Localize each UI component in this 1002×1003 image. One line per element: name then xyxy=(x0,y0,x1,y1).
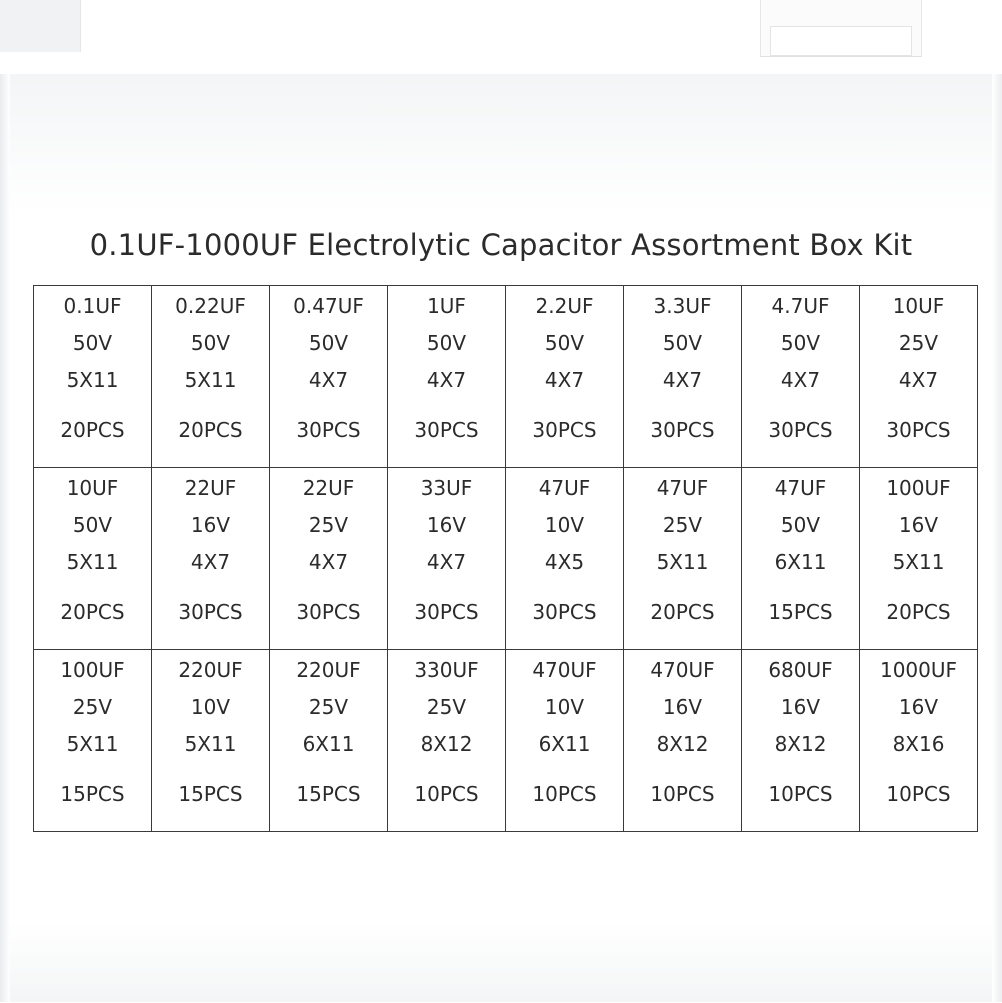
cell-voltage: 50V xyxy=(72,513,113,537)
cell-quantity: 20PCS xyxy=(178,418,243,442)
table-cell xyxy=(388,468,506,650)
cell-voltage: 25V xyxy=(308,513,349,537)
cell-quantity: 30PCS xyxy=(768,418,833,442)
cell-voltage: 16V xyxy=(190,513,231,537)
cell-capacitance: 22UF xyxy=(184,476,237,500)
cell-quantity: 10PCS xyxy=(532,782,597,806)
cell-quantity: 30PCS xyxy=(414,600,479,624)
cell-capacitance: 470UF xyxy=(532,658,597,682)
cell-quantity: 30PCS xyxy=(532,418,597,442)
cell-size: 5X11 xyxy=(892,550,945,574)
cell-capacitance: 100UF xyxy=(60,658,125,682)
cell-quantity: 20PCS xyxy=(60,418,125,442)
cell-quantity: 30PCS xyxy=(886,418,951,442)
cell-capacitance: 100UF xyxy=(886,476,951,500)
cell-size: 8X12 xyxy=(656,732,709,756)
cell-voltage: 50V xyxy=(544,331,585,355)
table-cell xyxy=(624,468,742,650)
cell-voltage: 25V xyxy=(308,695,349,719)
cell-voltage: 50V xyxy=(662,331,703,355)
cell-capacitance: 10UF xyxy=(66,476,119,500)
table-cell xyxy=(34,650,152,832)
cell-capacitance: 4.7UF xyxy=(771,294,830,318)
box-top-edge xyxy=(0,0,1002,74)
label-plate-right-shading xyxy=(992,74,1002,1002)
cell-size: 6X11 xyxy=(302,732,355,756)
cell-capacitance: 47UF xyxy=(538,476,591,500)
cell-quantity: 10PCS xyxy=(886,782,951,806)
table-row xyxy=(34,468,978,650)
cell-capacitance: 220UF xyxy=(178,658,243,682)
cell-capacitance: 330UF xyxy=(414,658,479,682)
table-cell xyxy=(34,286,152,468)
cell-size: 5X11 xyxy=(184,732,237,756)
cell-quantity: 15PCS xyxy=(296,782,361,806)
cell-voltage: 16V xyxy=(780,695,821,719)
cell-voltage: 16V xyxy=(898,695,939,719)
cell-voltage: 16V xyxy=(898,513,939,537)
cell-size: 6X11 xyxy=(538,732,591,756)
cell-size: 6X11 xyxy=(774,550,827,574)
table-cell xyxy=(152,468,270,650)
cell-voltage: 50V xyxy=(190,331,231,355)
table-row xyxy=(34,650,978,832)
cell-quantity: 30PCS xyxy=(414,418,479,442)
cell-quantity: 15PCS xyxy=(768,600,833,624)
cell-size: 4X7 xyxy=(308,550,349,574)
cell-quantity: 30PCS xyxy=(296,418,361,442)
cell-voltage: 25V xyxy=(898,331,939,355)
cell-quantity: 30PCS xyxy=(178,600,243,624)
cell-quantity: 20PCS xyxy=(60,600,125,624)
table-cell xyxy=(152,286,270,468)
cell-size: 5X11 xyxy=(184,368,237,392)
cell-size: 5X11 xyxy=(66,368,119,392)
table-cell xyxy=(506,286,624,468)
capacitor-spec-table xyxy=(33,285,978,832)
cell-capacitance: 470UF xyxy=(650,658,715,682)
cell-size: 5X11 xyxy=(66,732,119,756)
cell-quantity: 20PCS xyxy=(650,600,715,624)
cell-size: 4X7 xyxy=(898,368,939,392)
box-edge-center-inner-panel xyxy=(770,26,912,56)
table-cell xyxy=(270,286,388,468)
cell-voltage: 25V xyxy=(662,513,703,537)
table-cell xyxy=(624,286,742,468)
table-cell xyxy=(742,650,860,832)
table-cell xyxy=(860,650,978,832)
cell-size: 8X16 xyxy=(892,732,945,756)
cell-quantity: 30PCS xyxy=(532,600,597,624)
table-cell xyxy=(624,650,742,832)
table-cell xyxy=(270,650,388,832)
cell-size: 4X7 xyxy=(426,368,467,392)
cell-quantity: 20PCS xyxy=(886,600,951,624)
cell-capacitance: 1UF xyxy=(427,294,466,318)
cell-capacitance: 680UF xyxy=(768,658,833,682)
cell-quantity: 10PCS xyxy=(768,782,833,806)
cell-quantity: 30PCS xyxy=(296,600,361,624)
cell-quantity: 15PCS xyxy=(60,782,125,806)
cell-capacitance: 0.22UF xyxy=(175,294,246,318)
cell-voltage: 50V xyxy=(780,513,821,537)
cell-quantity: 10PCS xyxy=(650,782,715,806)
cell-size: 8X12 xyxy=(774,732,827,756)
cell-capacitance: 3.3UF xyxy=(653,294,712,318)
cell-capacitance: 0.1UF xyxy=(63,294,122,318)
cell-voltage: 10V xyxy=(190,695,231,719)
cell-voltage: 10V xyxy=(544,513,585,537)
cell-size: 4X7 xyxy=(308,368,349,392)
cell-voltage: 50V xyxy=(308,331,349,355)
cell-size: 5X11 xyxy=(656,550,709,574)
label-plate-left-shading xyxy=(0,74,10,1002)
label-title: 0.1UF-1000UF Electrolytic Capacitor Assortment Box Kit xyxy=(89,228,913,262)
cell-size: 5X11 xyxy=(66,550,119,574)
cell-size: 4X7 xyxy=(190,550,231,574)
table-cell xyxy=(506,468,624,650)
cell-voltage: 50V xyxy=(72,331,113,355)
cell-size: 4X7 xyxy=(426,550,467,574)
label-plate-bottom-shading xyxy=(0,922,1002,1002)
table-cell xyxy=(742,286,860,468)
cell-capacitance: 10UF xyxy=(892,294,945,318)
cell-voltage: 50V xyxy=(426,331,467,355)
cell-quantity: 30PCS xyxy=(650,418,715,442)
cell-quantity: 10PCS xyxy=(414,782,479,806)
cell-capacitance: 22UF xyxy=(302,476,355,500)
label-plate-top-shading xyxy=(0,74,1002,214)
table-cell xyxy=(270,468,388,650)
cell-voltage: 25V xyxy=(426,695,467,719)
cell-voltage: 10V xyxy=(544,695,585,719)
table-cell xyxy=(506,650,624,832)
cell-capacitance: 1000UF xyxy=(879,658,958,682)
cell-size: 4X5 xyxy=(544,550,585,574)
cell-voltage: 25V xyxy=(72,695,113,719)
cell-size: 8X12 xyxy=(420,732,473,756)
cell-capacitance: 220UF xyxy=(296,658,361,682)
cell-capacitance: 33UF xyxy=(420,476,473,500)
table-row xyxy=(34,286,978,468)
box-edge-left-strip xyxy=(0,0,81,52)
cell-capacitance: 47UF xyxy=(656,476,709,500)
cell-size: 4X7 xyxy=(662,368,703,392)
cell-quantity: 15PCS xyxy=(178,782,243,806)
cell-voltage: 50V xyxy=(780,331,821,355)
cell-voltage: 16V xyxy=(426,513,467,537)
table-cell xyxy=(742,468,860,650)
cell-size: 4X7 xyxy=(544,368,585,392)
table-cell xyxy=(388,286,506,468)
cell-voltage: 16V xyxy=(662,695,703,719)
cell-size: 4X7 xyxy=(780,368,821,392)
table-cell xyxy=(388,650,506,832)
table-cell xyxy=(860,286,978,468)
table-cell xyxy=(152,650,270,832)
cell-capacitance: 47UF xyxy=(774,476,827,500)
table-cell xyxy=(34,468,152,650)
cell-capacitance: 0.47UF xyxy=(293,294,364,318)
table-cell xyxy=(860,468,978,650)
cell-capacitance: 2.2UF xyxy=(535,294,594,318)
